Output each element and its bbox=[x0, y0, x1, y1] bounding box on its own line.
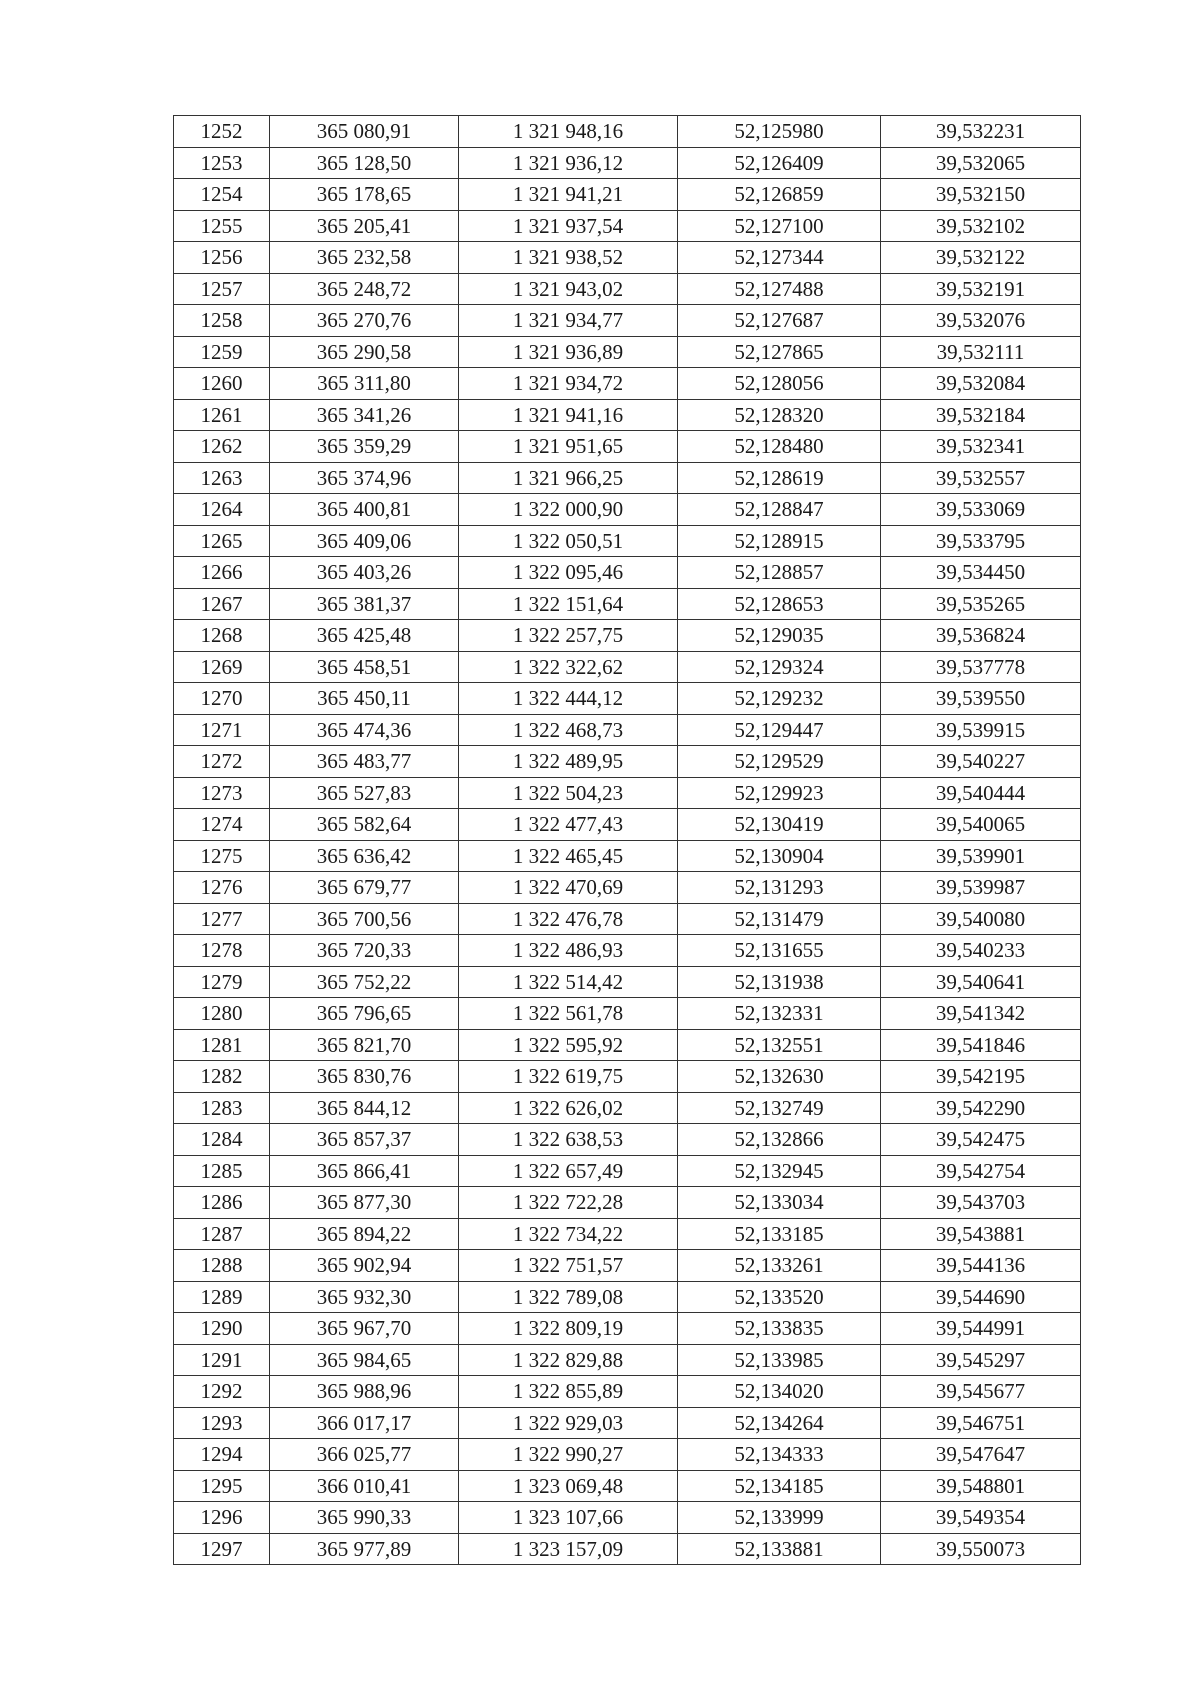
table-row bbox=[174, 620, 1081, 652]
x-coordinate-cell: 365 857,37 bbox=[270, 1124, 459, 1156]
longitude-cell: 39,543881 bbox=[881, 1218, 1081, 1250]
longitude-cell: 39,532191 bbox=[881, 273, 1081, 305]
x-coordinate-cell: 365 821,70 bbox=[270, 1029, 459, 1061]
latitude-cell: 52,134020 bbox=[678, 1376, 881, 1408]
point-number-cell: 1280 bbox=[174, 998, 270, 1030]
table-row bbox=[174, 1029, 1081, 1061]
longitude-cell: 39,540444 bbox=[881, 777, 1081, 809]
y-coordinate-cell: 1 323 107,66 bbox=[459, 1502, 678, 1534]
point-number-cell: 1287 bbox=[174, 1218, 270, 1250]
latitude-cell: 52,129447 bbox=[678, 714, 881, 746]
longitude-cell: 39,545297 bbox=[881, 1344, 1081, 1376]
longitude-cell: 39,541342 bbox=[881, 998, 1081, 1030]
y-coordinate-cell: 1 322 468,73 bbox=[459, 714, 678, 746]
longitude-cell: 39,542195 bbox=[881, 1061, 1081, 1093]
y-coordinate-cell: 1 321 936,89 bbox=[459, 336, 678, 368]
x-coordinate-cell: 365 988,96 bbox=[270, 1376, 459, 1408]
latitude-cell: 52,131655 bbox=[678, 935, 881, 967]
x-coordinate-cell: 365 483,77 bbox=[270, 746, 459, 778]
latitude-cell: 52,132866 bbox=[678, 1124, 881, 1156]
table-row bbox=[174, 1376, 1081, 1408]
x-coordinate-cell: 365 984,65 bbox=[270, 1344, 459, 1376]
table-row bbox=[174, 1061, 1081, 1093]
longitude-cell: 39,539901 bbox=[881, 840, 1081, 872]
table-row bbox=[174, 1407, 1081, 1439]
latitude-cell: 52,132945 bbox=[678, 1155, 881, 1187]
longitude-cell: 39,532102 bbox=[881, 210, 1081, 242]
y-coordinate-cell: 1 323 069,48 bbox=[459, 1470, 678, 1502]
y-coordinate-cell: 1 322 751,57 bbox=[459, 1250, 678, 1282]
latitude-cell: 52,133881 bbox=[678, 1533, 881, 1565]
point-number-cell: 1288 bbox=[174, 1250, 270, 1282]
table-row bbox=[174, 1155, 1081, 1187]
latitude-cell: 52,126859 bbox=[678, 179, 881, 211]
point-number-cell: 1284 bbox=[174, 1124, 270, 1156]
longitude-cell: 39,540080 bbox=[881, 903, 1081, 935]
point-number-cell: 1260 bbox=[174, 368, 270, 400]
latitude-cell: 52,134185 bbox=[678, 1470, 881, 1502]
point-number-cell: 1267 bbox=[174, 588, 270, 620]
point-number-cell: 1274 bbox=[174, 809, 270, 841]
latitude-cell: 52,133261 bbox=[678, 1250, 881, 1282]
longitude-cell: 39,540233 bbox=[881, 935, 1081, 967]
longitude-cell: 39,544690 bbox=[881, 1281, 1081, 1313]
point-number-cell: 1264 bbox=[174, 494, 270, 526]
longitude-cell: 39,543703 bbox=[881, 1187, 1081, 1219]
table-row bbox=[174, 210, 1081, 242]
longitude-cell: 39,540065 bbox=[881, 809, 1081, 841]
x-coordinate-cell: 365 967,70 bbox=[270, 1313, 459, 1345]
longitude-cell: 39,532076 bbox=[881, 305, 1081, 337]
x-coordinate-cell: 365 474,36 bbox=[270, 714, 459, 746]
table-row bbox=[174, 494, 1081, 526]
table-row bbox=[174, 1344, 1081, 1376]
longitude-cell: 39,532084 bbox=[881, 368, 1081, 400]
x-coordinate-cell: 365 128,50 bbox=[270, 147, 459, 179]
longitude-cell: 39,544136 bbox=[881, 1250, 1081, 1282]
longitude-cell: 39,536824 bbox=[881, 620, 1081, 652]
point-number-cell: 1253 bbox=[174, 147, 270, 179]
longitude-cell: 39,534450 bbox=[881, 557, 1081, 589]
table-row bbox=[174, 305, 1081, 337]
latitude-cell: 52,128320 bbox=[678, 399, 881, 431]
y-coordinate-cell: 1 321 938,52 bbox=[459, 242, 678, 274]
latitude-cell: 52,130904 bbox=[678, 840, 881, 872]
latitude-cell: 52,133999 bbox=[678, 1502, 881, 1534]
table-row bbox=[174, 399, 1081, 431]
table-row bbox=[174, 557, 1081, 589]
longitude-cell: 39,544991 bbox=[881, 1313, 1081, 1345]
y-coordinate-cell: 1 322 657,49 bbox=[459, 1155, 678, 1187]
y-coordinate-cell: 1 321 934,77 bbox=[459, 305, 678, 337]
coordinates-table bbox=[173, 115, 1081, 1565]
table-row bbox=[174, 1124, 1081, 1156]
point-number-cell: 1279 bbox=[174, 966, 270, 998]
table-row bbox=[174, 525, 1081, 557]
x-coordinate-cell: 365 450,11 bbox=[270, 683, 459, 715]
point-number-cell: 1257 bbox=[174, 273, 270, 305]
y-coordinate-cell: 1 322 638,53 bbox=[459, 1124, 678, 1156]
y-coordinate-cell: 1 322 809,19 bbox=[459, 1313, 678, 1345]
longitude-cell: 39,532557 bbox=[881, 462, 1081, 494]
longitude-cell: 39,549354 bbox=[881, 1502, 1081, 1534]
y-coordinate-cell: 1 322 990,27 bbox=[459, 1439, 678, 1471]
latitude-cell: 52,128056 bbox=[678, 368, 881, 400]
table-row bbox=[174, 777, 1081, 809]
longitude-cell: 39,532065 bbox=[881, 147, 1081, 179]
y-coordinate-cell: 1 322 734,22 bbox=[459, 1218, 678, 1250]
y-coordinate-cell: 1 322 476,78 bbox=[459, 903, 678, 935]
y-coordinate-cell: 1 322 470,69 bbox=[459, 872, 678, 904]
y-coordinate-cell: 1 321 941,21 bbox=[459, 179, 678, 211]
table-row bbox=[174, 1250, 1081, 1282]
table-row bbox=[174, 840, 1081, 872]
y-coordinate-cell: 1 322 257,75 bbox=[459, 620, 678, 652]
latitude-cell: 52,133835 bbox=[678, 1313, 881, 1345]
point-number-cell: 1283 bbox=[174, 1092, 270, 1124]
x-coordinate-cell: 365 205,41 bbox=[270, 210, 459, 242]
longitude-cell: 39,542475 bbox=[881, 1124, 1081, 1156]
longitude-cell: 39,533069 bbox=[881, 494, 1081, 526]
point-number-cell: 1296 bbox=[174, 1502, 270, 1534]
table-row bbox=[174, 935, 1081, 967]
point-number-cell: 1294 bbox=[174, 1439, 270, 1471]
point-number-cell: 1272 bbox=[174, 746, 270, 778]
longitude-cell: 39,542290 bbox=[881, 1092, 1081, 1124]
y-coordinate-cell: 1 322 050,51 bbox=[459, 525, 678, 557]
x-coordinate-cell: 365 341,26 bbox=[270, 399, 459, 431]
table-row bbox=[174, 462, 1081, 494]
point-number-cell: 1275 bbox=[174, 840, 270, 872]
table-row bbox=[174, 651, 1081, 683]
latitude-cell: 52,134264 bbox=[678, 1407, 881, 1439]
latitude-cell: 52,126409 bbox=[678, 147, 881, 179]
x-coordinate-cell: 366 025,77 bbox=[270, 1439, 459, 1471]
point-number-cell: 1273 bbox=[174, 777, 270, 809]
point-number-cell: 1292 bbox=[174, 1376, 270, 1408]
table-row bbox=[174, 1092, 1081, 1124]
point-number-cell: 1277 bbox=[174, 903, 270, 935]
latitude-cell: 52,131293 bbox=[678, 872, 881, 904]
point-number-cell: 1286 bbox=[174, 1187, 270, 1219]
table-row bbox=[174, 116, 1081, 148]
point-number-cell: 1261 bbox=[174, 399, 270, 431]
table-row bbox=[174, 1313, 1081, 1345]
table-row bbox=[174, 242, 1081, 274]
y-coordinate-cell: 1 322 855,89 bbox=[459, 1376, 678, 1408]
longitude-cell: 39,532111 bbox=[881, 336, 1081, 368]
table-row bbox=[174, 368, 1081, 400]
latitude-cell: 52,128653 bbox=[678, 588, 881, 620]
y-coordinate-cell: 1 322 514,42 bbox=[459, 966, 678, 998]
y-coordinate-cell: 1 321 948,16 bbox=[459, 116, 678, 148]
x-coordinate-cell: 365 458,51 bbox=[270, 651, 459, 683]
latitude-cell: 52,128915 bbox=[678, 525, 881, 557]
point-number-cell: 1266 bbox=[174, 557, 270, 589]
latitude-cell: 52,130419 bbox=[678, 809, 881, 841]
y-coordinate-cell: 1 321 941,16 bbox=[459, 399, 678, 431]
x-coordinate-cell: 365 796,65 bbox=[270, 998, 459, 1030]
longitude-cell: 39,532150 bbox=[881, 179, 1081, 211]
table-row bbox=[174, 147, 1081, 179]
latitude-cell: 52,133520 bbox=[678, 1281, 881, 1313]
table-row bbox=[174, 966, 1081, 998]
y-coordinate-cell: 1 322 619,75 bbox=[459, 1061, 678, 1093]
y-coordinate-cell: 1 322 561,78 bbox=[459, 998, 678, 1030]
y-coordinate-cell: 1 322 829,88 bbox=[459, 1344, 678, 1376]
coordinates-table-body bbox=[174, 116, 1081, 1565]
latitude-cell: 52,128847 bbox=[678, 494, 881, 526]
y-coordinate-cell: 1 321 966,25 bbox=[459, 462, 678, 494]
y-coordinate-cell: 1 321 943,02 bbox=[459, 273, 678, 305]
latitude-cell: 52,129529 bbox=[678, 746, 881, 778]
longitude-cell: 39,532122 bbox=[881, 242, 1081, 274]
y-coordinate-cell: 1 322 789,08 bbox=[459, 1281, 678, 1313]
table-row bbox=[174, 998, 1081, 1030]
longitude-cell: 39,548801 bbox=[881, 1470, 1081, 1502]
table-row bbox=[174, 872, 1081, 904]
y-coordinate-cell: 1 323 157,09 bbox=[459, 1533, 678, 1565]
latitude-cell: 52,132551 bbox=[678, 1029, 881, 1061]
longitude-cell: 39,533795 bbox=[881, 525, 1081, 557]
table-row bbox=[174, 1187, 1081, 1219]
y-coordinate-cell: 1 322 595,92 bbox=[459, 1029, 678, 1061]
point-number-cell: 1289 bbox=[174, 1281, 270, 1313]
table-row bbox=[174, 1502, 1081, 1534]
latitude-cell: 52,133985 bbox=[678, 1344, 881, 1376]
latitude-cell: 52,128480 bbox=[678, 431, 881, 463]
longitude-cell: 39,532341 bbox=[881, 431, 1081, 463]
x-coordinate-cell: 365 844,12 bbox=[270, 1092, 459, 1124]
longitude-cell: 39,535265 bbox=[881, 588, 1081, 620]
y-coordinate-cell: 1 322 486,93 bbox=[459, 935, 678, 967]
x-coordinate-cell: 365 977,89 bbox=[270, 1533, 459, 1565]
x-coordinate-cell: 365 700,56 bbox=[270, 903, 459, 935]
point-number-cell: 1268 bbox=[174, 620, 270, 652]
latitude-cell: 52,129923 bbox=[678, 777, 881, 809]
x-coordinate-cell: 365 866,41 bbox=[270, 1155, 459, 1187]
longitude-cell: 39,539987 bbox=[881, 872, 1081, 904]
y-coordinate-cell: 1 321 936,12 bbox=[459, 147, 678, 179]
table-row bbox=[174, 1470, 1081, 1502]
y-coordinate-cell: 1 321 937,54 bbox=[459, 210, 678, 242]
longitude-cell: 39,537778 bbox=[881, 651, 1081, 683]
y-coordinate-cell: 1 322 929,03 bbox=[459, 1407, 678, 1439]
latitude-cell: 52,132331 bbox=[678, 998, 881, 1030]
point-number-cell: 1252 bbox=[174, 116, 270, 148]
x-coordinate-cell: 365 270,76 bbox=[270, 305, 459, 337]
latitude-cell: 52,127687 bbox=[678, 305, 881, 337]
x-coordinate-cell: 365 403,26 bbox=[270, 557, 459, 589]
point-number-cell: 1291 bbox=[174, 1344, 270, 1376]
y-coordinate-cell: 1 322 722,28 bbox=[459, 1187, 678, 1219]
latitude-cell: 52,127488 bbox=[678, 273, 881, 305]
latitude-cell: 52,131938 bbox=[678, 966, 881, 998]
point-number-cell: 1259 bbox=[174, 336, 270, 368]
latitude-cell: 52,129035 bbox=[678, 620, 881, 652]
x-coordinate-cell: 365 636,42 bbox=[270, 840, 459, 872]
point-number-cell: 1265 bbox=[174, 525, 270, 557]
longitude-cell: 39,532231 bbox=[881, 116, 1081, 148]
longitude-cell: 39,540641 bbox=[881, 966, 1081, 998]
table-row bbox=[174, 588, 1081, 620]
table-row bbox=[174, 903, 1081, 935]
point-number-cell: 1276 bbox=[174, 872, 270, 904]
point-number-cell: 1282 bbox=[174, 1061, 270, 1093]
point-number-cell: 1269 bbox=[174, 651, 270, 683]
x-coordinate-cell: 365 311,80 bbox=[270, 368, 459, 400]
point-number-cell: 1281 bbox=[174, 1029, 270, 1061]
latitude-cell: 52,128619 bbox=[678, 462, 881, 494]
x-coordinate-cell: 365 894,22 bbox=[270, 1218, 459, 1250]
y-coordinate-cell: 1 322 626,02 bbox=[459, 1092, 678, 1124]
point-number-cell: 1295 bbox=[174, 1470, 270, 1502]
table-row bbox=[174, 1439, 1081, 1471]
point-number-cell: 1293 bbox=[174, 1407, 270, 1439]
y-coordinate-cell: 1 322 095,46 bbox=[459, 557, 678, 589]
x-coordinate-cell: 365 080,91 bbox=[270, 116, 459, 148]
point-number-cell: 1256 bbox=[174, 242, 270, 274]
longitude-cell: 39,539915 bbox=[881, 714, 1081, 746]
longitude-cell: 39,545677 bbox=[881, 1376, 1081, 1408]
point-number-cell: 1263 bbox=[174, 462, 270, 494]
table-row bbox=[174, 1281, 1081, 1313]
latitude-cell: 52,127865 bbox=[678, 336, 881, 368]
point-number-cell: 1271 bbox=[174, 714, 270, 746]
point-number-cell: 1255 bbox=[174, 210, 270, 242]
x-coordinate-cell: 365 932,30 bbox=[270, 1281, 459, 1313]
x-coordinate-cell: 366 017,17 bbox=[270, 1407, 459, 1439]
x-coordinate-cell: 365 381,37 bbox=[270, 588, 459, 620]
x-coordinate-cell: 365 752,22 bbox=[270, 966, 459, 998]
longitude-cell: 39,546751 bbox=[881, 1407, 1081, 1439]
point-number-cell: 1258 bbox=[174, 305, 270, 337]
x-coordinate-cell: 365 527,83 bbox=[270, 777, 459, 809]
table-row bbox=[174, 683, 1081, 715]
latitude-cell: 52,131479 bbox=[678, 903, 881, 935]
x-coordinate-cell: 365 409,06 bbox=[270, 525, 459, 557]
longitude-cell: 39,550073 bbox=[881, 1533, 1081, 1565]
longitude-cell: 39,541846 bbox=[881, 1029, 1081, 1061]
y-coordinate-cell: 1 322 489,95 bbox=[459, 746, 678, 778]
x-coordinate-cell: 365 178,65 bbox=[270, 179, 459, 211]
x-coordinate-cell: 365 374,96 bbox=[270, 462, 459, 494]
table-row bbox=[174, 714, 1081, 746]
latitude-cell: 52,129232 bbox=[678, 683, 881, 715]
x-coordinate-cell: 365 720,33 bbox=[270, 935, 459, 967]
table-row bbox=[174, 431, 1081, 463]
x-coordinate-cell: 365 990,33 bbox=[270, 1502, 459, 1534]
table-row bbox=[174, 746, 1081, 778]
point-number-cell: 1270 bbox=[174, 683, 270, 715]
latitude-cell: 52,133034 bbox=[678, 1187, 881, 1219]
latitude-cell: 52,133185 bbox=[678, 1218, 881, 1250]
y-coordinate-cell: 1 322 465,45 bbox=[459, 840, 678, 872]
x-coordinate-cell: 365 877,30 bbox=[270, 1187, 459, 1219]
table-row bbox=[174, 1218, 1081, 1250]
table-row bbox=[174, 273, 1081, 305]
x-coordinate-cell: 365 232,58 bbox=[270, 242, 459, 274]
x-coordinate-cell: 365 679,77 bbox=[270, 872, 459, 904]
point-number-cell: 1262 bbox=[174, 431, 270, 463]
latitude-cell: 52,127100 bbox=[678, 210, 881, 242]
point-number-cell: 1285 bbox=[174, 1155, 270, 1187]
y-coordinate-cell: 1 322 000,90 bbox=[459, 494, 678, 526]
x-coordinate-cell: 365 425,48 bbox=[270, 620, 459, 652]
latitude-cell: 52,129324 bbox=[678, 651, 881, 683]
latitude-cell: 52,132630 bbox=[678, 1061, 881, 1093]
latitude-cell: 52,127344 bbox=[678, 242, 881, 274]
point-number-cell: 1297 bbox=[174, 1533, 270, 1565]
x-coordinate-cell: 365 359,29 bbox=[270, 431, 459, 463]
x-coordinate-cell: 365 830,76 bbox=[270, 1061, 459, 1093]
longitude-cell: 39,532184 bbox=[881, 399, 1081, 431]
table-row bbox=[174, 809, 1081, 841]
longitude-cell: 39,542754 bbox=[881, 1155, 1081, 1187]
table-row bbox=[174, 179, 1081, 211]
longitude-cell: 39,547647 bbox=[881, 1439, 1081, 1471]
table-row bbox=[174, 1533, 1081, 1565]
x-coordinate-cell: 365 902,94 bbox=[270, 1250, 459, 1282]
latitude-cell: 52,125980 bbox=[678, 116, 881, 148]
y-coordinate-cell: 1 321 934,72 bbox=[459, 368, 678, 400]
latitude-cell: 52,134333 bbox=[678, 1439, 881, 1471]
y-coordinate-cell: 1 322 504,23 bbox=[459, 777, 678, 809]
x-coordinate-cell: 365 290,58 bbox=[270, 336, 459, 368]
y-coordinate-cell: 1 322 151,64 bbox=[459, 588, 678, 620]
x-coordinate-cell: 365 248,72 bbox=[270, 273, 459, 305]
longitude-cell: 39,539550 bbox=[881, 683, 1081, 715]
point-number-cell: 1290 bbox=[174, 1313, 270, 1345]
point-number-cell: 1278 bbox=[174, 935, 270, 967]
table-row bbox=[174, 336, 1081, 368]
latitude-cell: 52,128857 bbox=[678, 557, 881, 589]
y-coordinate-cell: 1 322 322,62 bbox=[459, 651, 678, 683]
y-coordinate-cell: 1 322 444,12 bbox=[459, 683, 678, 715]
x-coordinate-cell: 365 400,81 bbox=[270, 494, 459, 526]
latitude-cell: 52,132749 bbox=[678, 1092, 881, 1124]
y-coordinate-cell: 1 322 477,43 bbox=[459, 809, 678, 841]
longitude-cell: 39,540227 bbox=[881, 746, 1081, 778]
x-coordinate-cell: 365 582,64 bbox=[270, 809, 459, 841]
y-coordinate-cell: 1 321 951,65 bbox=[459, 431, 678, 463]
point-number-cell: 1254 bbox=[174, 179, 270, 211]
x-coordinate-cell: 366 010,41 bbox=[270, 1470, 459, 1502]
